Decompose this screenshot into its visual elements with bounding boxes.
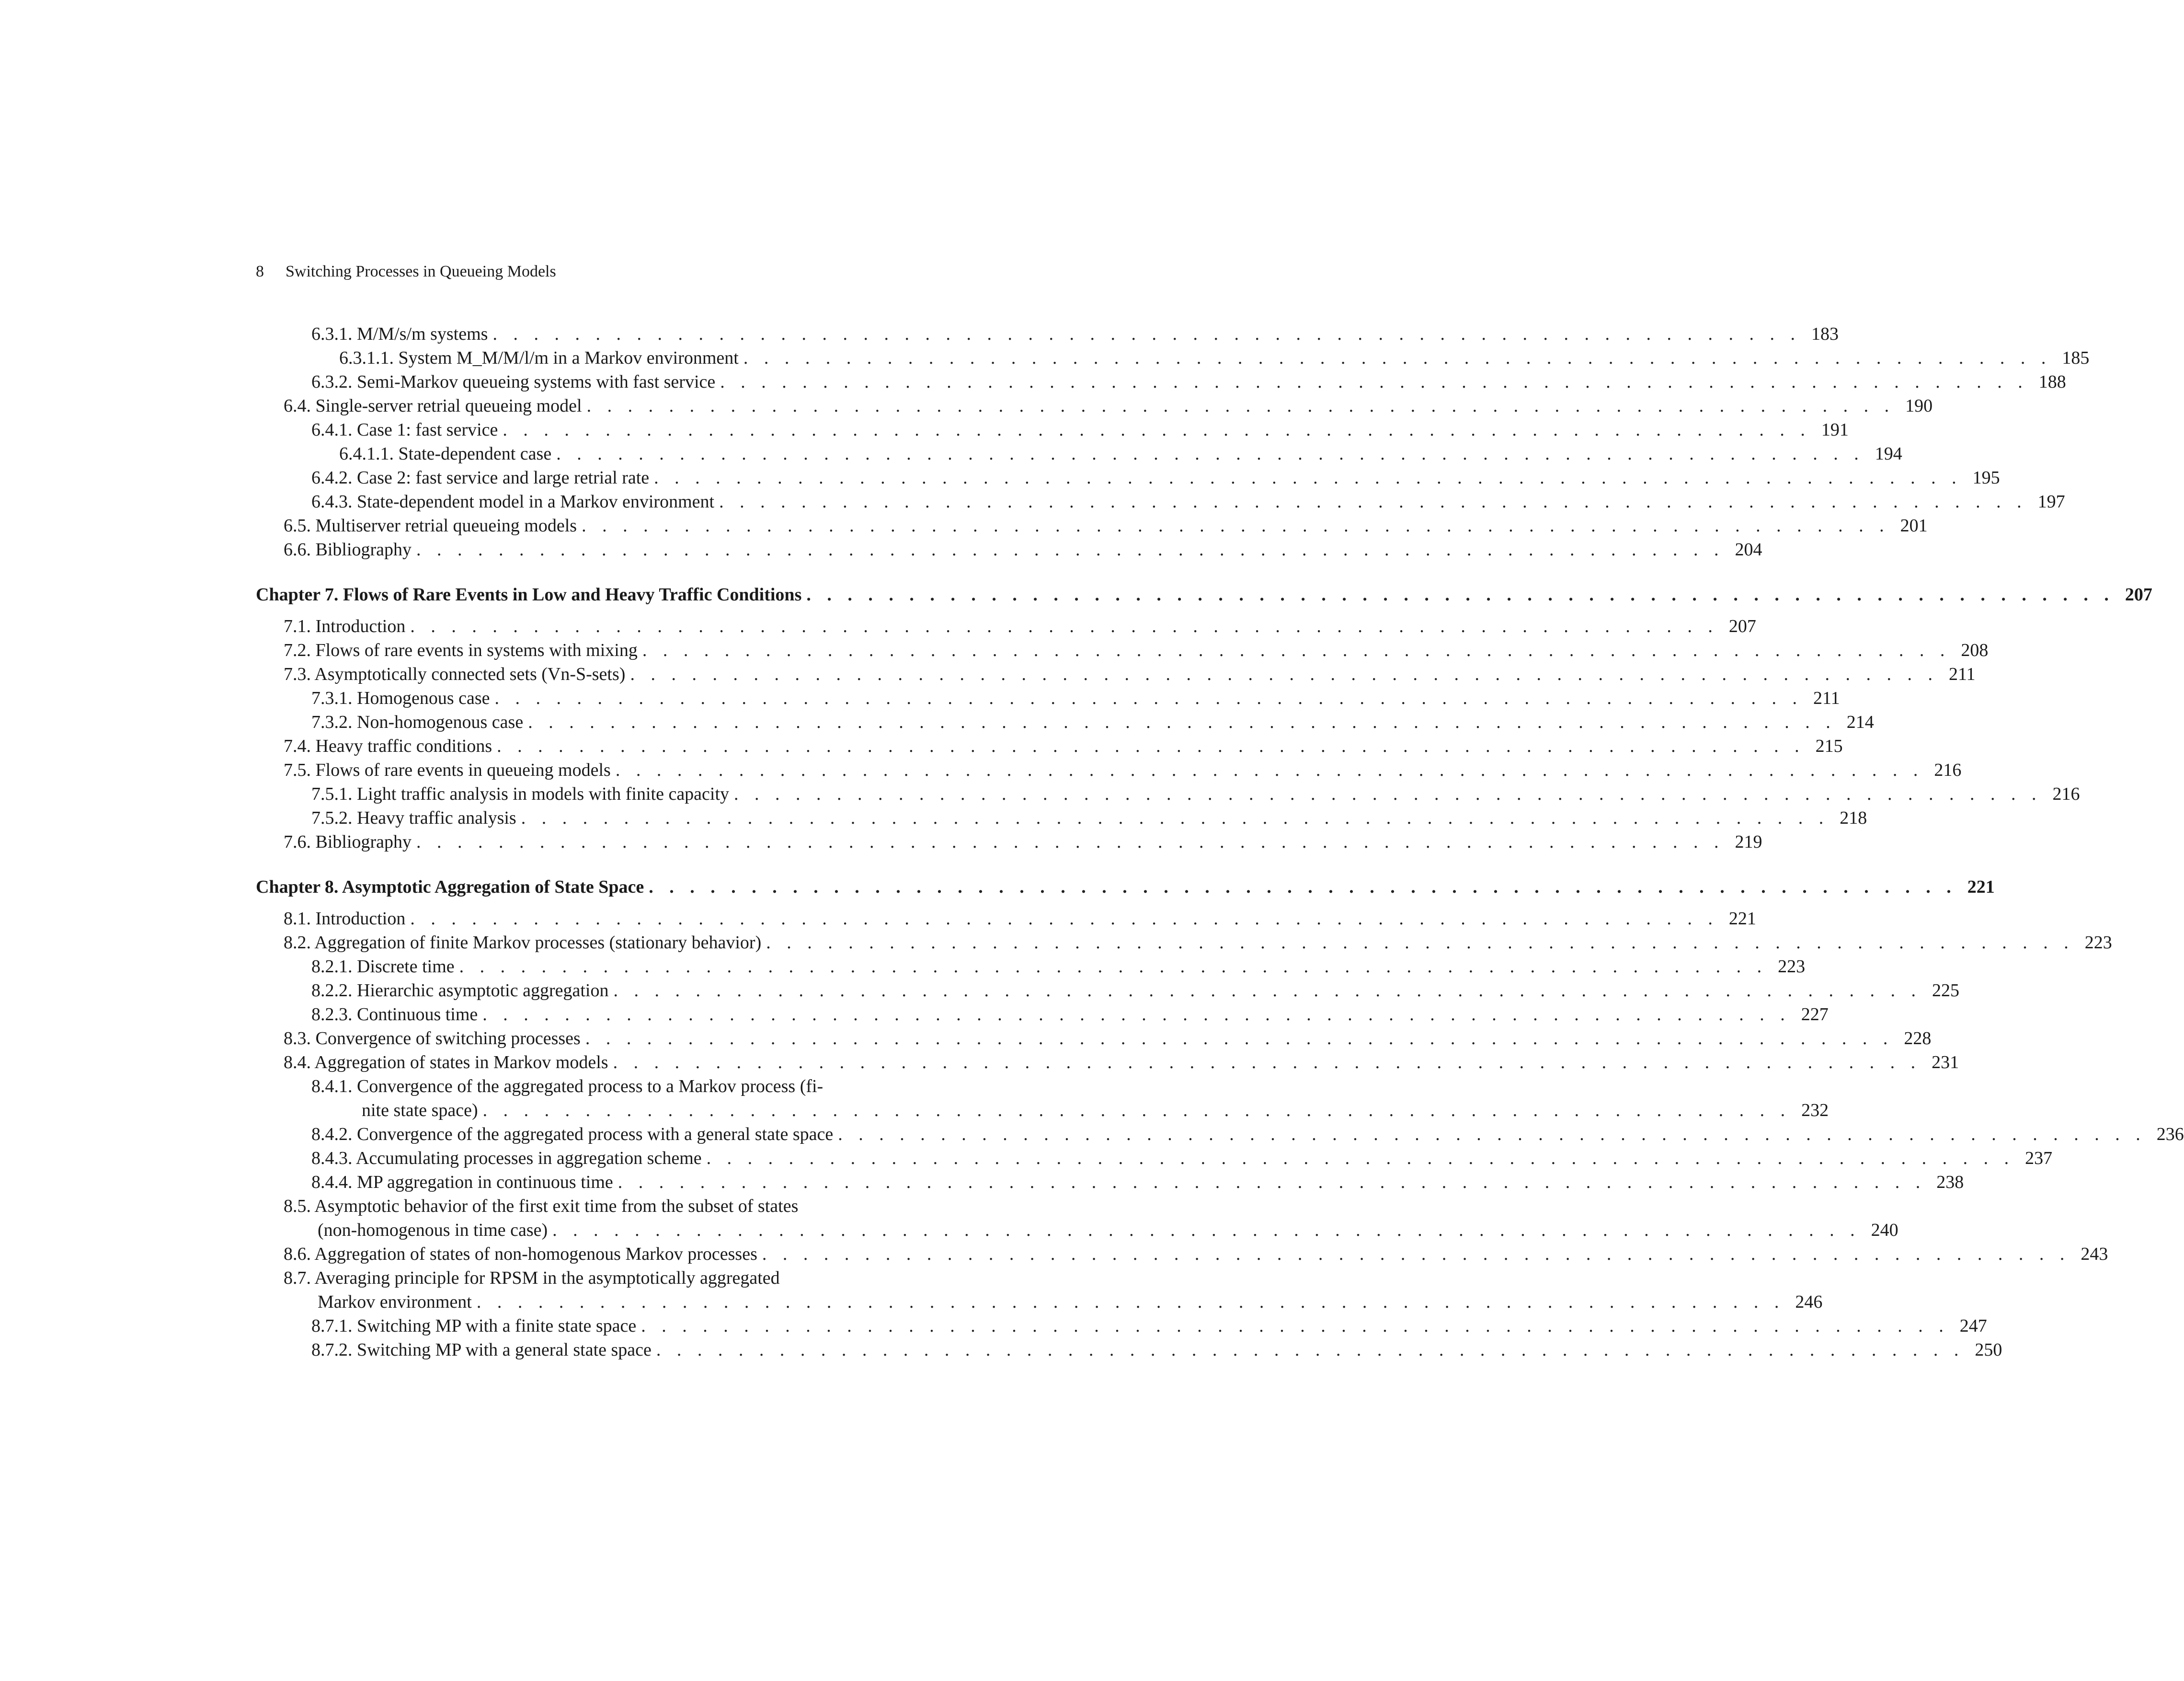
toc-page-number: 218	[1840, 808, 1867, 828]
toc-entry	[256, 1122, 2184, 1146]
leader-dots: . . . . . . . . . . . . . . . . . . . . . . . . . . . . . . . . . . . . . . . . . . . . . . . . . . . . . . . . . . . . . . . .	[719, 492, 2027, 512]
toc-entry	[256, 686, 1840, 710]
toc-entry-continuation	[256, 1290, 1823, 1314]
leader-dots: . . . . . . . . . . . . . . . . . . . . . . . . . . . . . . . . . . . . . . . . . . . . . . . . . . . . . . . . . . . . . . . .	[492, 324, 1801, 344]
toc-entry	[256, 1026, 1932, 1050]
toc-entry-title: 8.2. Aggregation of finite Markov processes (stationary behavior)	[284, 933, 762, 953]
leader-dots: . . . . . . . . . . . . . . . . . . . . . . . . . . . . . . . . . . . . . . . . . . . . . . . . . . . . . . . . . . . . . . . .	[416, 832, 1725, 852]
leader-dots: . . . . . . . . . . . . . . . . . . . . . . . . . . . . . . . . . . . . . . . . . . . . . . . . . . . . . . . . . . . . . . . .	[743, 348, 2052, 368]
toc-entry-title: 7.6. Bibliography	[284, 832, 412, 852]
toc-entry-title: 8.4.1. Convergence of the aggregated process to a Markov process (fi-	[311, 1076, 823, 1096]
toc-entry	[256, 418, 1849, 442]
leader-dots: . . . . . . . . . . . . . . . . . . . . . . . . . . . . . . . . . . . . . . . . . . . . . . . . . . . . . . . . . . . . . . . .	[497, 736, 1805, 756]
leader-dots: . . . . . . . . . . . . . . . . . . . . . . . . . . . . . . . . . . . . . . . . . . . . . . . . . . . . . . . . . . . . . . . .	[806, 585, 2115, 605]
toc-entry	[256, 322, 1839, 346]
toc-entry	[256, 1242, 2108, 1266]
toc-entry	[256, 1314, 1987, 1338]
toc-entry	[256, 538, 1762, 562]
leader-dots: . . . . . . . . . . . . . . . . . . . . . . . . . . . . . . . . . . . . . . . . . . . . . . . . . . . . . . . . . . . . . . . .	[613, 980, 1921, 1001]
toc-page-number: 204	[1735, 540, 1762, 560]
toc-page-number: 221	[1967, 877, 1995, 897]
toc-entry	[256, 1146, 2053, 1170]
leader-dots: . . . . . . . . . . . . . . . . . . . . . . . . . . . . . . . . . . . . . . . . . . . . . . . . . . . . . . . . . . . . . . . .	[641, 1316, 1949, 1336]
toc-entry	[256, 370, 2066, 394]
toc-page-number: 211	[1948, 664, 1976, 684]
toc-entry-title: 8.7.2. Switching MP with a general state space	[311, 1340, 652, 1360]
leader-dots: . . . . . . . . . . . . . . . . . . . . . . . . . . . . . . . . . . . . . . . . . . . . . . . . . . . . . . . . . . . . . . . .	[617, 1172, 1926, 1192]
leader-dots: . . . . . . . . . . . . . . . . . . . . . . . . . . . . . . . . . . . . . . . . . . . . . . . . . . . . . . . . . . . . . . . .	[642, 640, 1951, 660]
toc-entry	[256, 514, 1928, 538]
toc-chapter	[256, 875, 1995, 899]
page-number: 8	[256, 263, 264, 280]
toc-entry-title: 7.4. Heavy traffic conditions	[284, 736, 492, 756]
toc-page-number: 194	[1875, 444, 1902, 464]
book-title: Switching Processes in Queueing Models	[286, 263, 556, 280]
leader-dots: . . . . . . . . . . . . . . . . . . . . . . . . . . . . . . . . . . . . . . . . . . . . . . . . . . . . . . . . . . . . . . . .	[630, 664, 1938, 684]
leader-dots: . . . . . . . . . . . . . . . . . . . . . . . . . . . . . . . . . . . . . . . . . . . . . . . . . . . . . . . . . . . . . . . .	[582, 516, 1890, 536]
toc-page-number: 190	[1905, 396, 1933, 416]
toc-entry-title: 7.3.2. Non-homogenous case	[311, 712, 524, 732]
toc-page-number: 185	[2062, 348, 2090, 368]
toc-entry-title: 6.4.2. Case 2: fast service and large retrial rate	[311, 468, 650, 488]
toc-page-number: 221	[1728, 909, 1756, 929]
toc-entry	[256, 1050, 1959, 1074]
leader-dots: . . . . . . . . . . . . . . . . . . . . . . . . . . . . . . . . . . . . . . . . . . . . . . . . . . . . . . . . . . . . . . . .	[494, 688, 1803, 708]
toc-entry-title: 7.3. Asymptotically connected sets (Vn-S-sets)	[284, 664, 626, 684]
toc-page-number: 219	[1735, 832, 1762, 852]
toc-entry	[256, 1338, 2002, 1362]
toc-page-number: 228	[1904, 1028, 1932, 1048]
toc-page-number: 201	[1900, 516, 1928, 536]
running-header	[256, 263, 556, 281]
toc-page-number: 227	[1801, 1004, 1829, 1025]
toc-entry-title: 6.4.3. State-dependent model in a Markov environment	[311, 492, 715, 512]
toc-entry-title: 7.5. Flows of rare events in queueing models	[284, 760, 611, 780]
toc-page-number: 216	[2052, 784, 2080, 804]
leader-dots: . . . . . . . . . . . . . . . . . . . . . . . . . . . . . . . . . . . . . . . . . . . . . . . . . . . . . . . . . . . . . . . .	[720, 372, 2028, 392]
toc-page-number: 240	[1871, 1220, 1898, 1240]
leader-dots: . . . . . . . . . . . . . . . . . . . . . . . . . . . . . . . . . . . . . . . . . . . . . . . . . . . . . . . . . . . . . . . .	[459, 956, 1768, 977]
toc-entry	[256, 614, 1756, 638]
leader-dots: . . . . . . . . . . . . . . . . . . . . . . . . . . . . . . . . . . . . . . . . . . . . . . . . . . . . . . . . . . . . . . . .	[734, 784, 2042, 804]
toc-entry	[256, 1194, 936, 1218]
toc-entry-title: 8.2.2. Hierarchic asymptotic aggregation	[311, 980, 609, 1001]
toc-page-number: 246	[1795, 1292, 1823, 1312]
toc-entry	[256, 710, 1874, 734]
toc-page-number: 207	[1728, 616, 1756, 636]
toc-entry	[256, 806, 1867, 830]
toc-page-number: 223	[2084, 933, 2112, 953]
toc-entry	[256, 638, 1989, 662]
leader-dots: . . . . . . . . . . . . . . . . . . . . . . . . . . . . . . . . . . . . . . . . . . . . . . . . . . . . . . . . . . . . . . . .	[416, 540, 1725, 560]
toc-entry	[256, 931, 2112, 955]
toc-page-number: 183	[1811, 324, 1839, 344]
toc-entry	[256, 907, 1756, 931]
toc-entry	[256, 1266, 936, 1290]
leader-dots: . . . . . . . . . . . . . . . . . . . . . . . . . . . . . . . . . . . . . . . . . . . . . . . . . . . . . . . . . . . . . . . .	[476, 1292, 1785, 1312]
table-of-contents	[256, 322, 2184, 1362]
toc-entry	[256, 394, 1933, 418]
leader-dots: . . . . . . . . . . . . . . . . . . . . . . . . . . . . . . . . . . . . . . . . . . . . . . . . . . . . . . . . . . . . . . . .	[706, 1148, 2015, 1168]
toc-entry	[256, 830, 1762, 854]
leader-dots: . . . . . . . . . . . . . . . . . . . . . . . . . . . . . . . . . . . . . . . . . . . . . . . . . . . . . . . . . . . . . . . .	[586, 396, 1895, 416]
leader-dots: . . . . . . . . . . . . . . . . . . . . . . . . . . . . . . . . . . . . . . . . . . . . . . . . . . . . . . . . . . . . . . . .	[410, 616, 1718, 636]
leader-dots: . . . . . . . . . . . . . . . . . . . . . . . . . . . . . . . . . . . . . . . . . . . . . . . . . . . . . . . . . . . . . . . .	[656, 1340, 1965, 1360]
leader-dots: . . . . . . . . . . . . . . . . . . . . . . . . . . . . . . . . . . . . . . . . . . . . . . . . . . . . . . . . . . . . . . . .	[521, 808, 1830, 828]
toc-page-number: 237	[2025, 1148, 2053, 1168]
toc-page-number: 231	[1932, 1052, 1959, 1072]
toc-page-number: 191	[1821, 420, 1849, 440]
toc-entry	[256, 662, 1976, 686]
toc-entry-title: 8.4. Aggregation of states in Markov models	[284, 1052, 608, 1072]
leader-dots: . . . . . . . . . . . . . . . . . . . . . . . . . . . . . . . . . . . . . . . . . . . . . . . . . . . . . . . . . . . . . . . .	[654, 468, 1962, 488]
toc-entry-title: 8.2.3. Continuous time	[311, 1004, 478, 1025]
toc-entry-title: 6.6. Bibliography	[284, 540, 412, 560]
toc-entry-title: 7.5.1. Light traffic analysis in models with finite capacity	[311, 784, 730, 804]
toc-entry	[256, 466, 2000, 490]
leader-dots: . . . . . . . . . . . . . . . . . . . . . . . . . . . . . . . . . . . . . . . . . . . . . . . . . . . . . . . . . . . . . . . .	[528, 712, 1836, 732]
toc-entry-title: 7.2. Flows of rare events in systems with mixing	[284, 640, 638, 660]
leader-dots: . . . . . . . . . . . . . . . . . . . . . . . . . . . . . . . . . . . . . . . . . . . . . . . . . . . . . . . . . . . . . . . .	[615, 760, 1924, 780]
toc-entry-title: 8.5. Asymptotic behavior of the first exit time from the subset of states	[284, 1196, 799, 1216]
toc-entry	[256, 1002, 1829, 1026]
toc-page-number: 211	[1813, 688, 1840, 708]
toc-entry-title: 6.5. Multiserver retrial queueing models	[284, 516, 577, 536]
chapter-title: Chapter 8. Asymptotic Aggregation of State Space	[256, 877, 644, 897]
toc-entry-title: 8.4.2. Convergence of the aggregated process with a general state space	[311, 1124, 834, 1144]
toc-page-number: 207	[2125, 585, 2152, 605]
toc-entry	[256, 442, 1902, 466]
toc-entry	[256, 346, 2090, 370]
toc-entry	[256, 758, 1962, 782]
toc-entry-title: 6.3.2. Semi-Markov queueing systems with fast service	[311, 372, 716, 392]
toc-entry	[256, 734, 1843, 758]
toc-entry-title: 7.3.1. Homogenous case	[311, 688, 490, 708]
toc-entry-continuation	[256, 1218, 1898, 1242]
toc-entry-continuation	[256, 1098, 1829, 1122]
toc-entry-title-continuation: (non-homogenous in time case)	[318, 1220, 548, 1240]
toc-page-number: 250	[1975, 1340, 2002, 1360]
toc-entry-title: 6.4.1. Case 1: fast service	[311, 420, 498, 440]
toc-entry-title: 8.7.1. Switching MP with a finite state space	[311, 1316, 637, 1336]
toc-page-number: 243	[2081, 1244, 2108, 1264]
leader-dots: . . . . . . . . . . . . . . . . . . . . . . . . . . . . . . . . . . . . . . . . . . . . . . . . . . . . . . . . . . . . . . . .	[552, 1220, 1861, 1240]
toc-entry-title: 8.4.3. Accumulating processes in aggregation scheme	[311, 1148, 702, 1168]
toc-chapter	[256, 583, 2152, 607]
toc-page-number: 223	[1778, 956, 1806, 977]
toc-page-number: 195	[1972, 468, 2000, 488]
chapter-title: Chapter 7. Flows of Rare Events in Low and Heavy Traffic Conditions	[256, 585, 802, 605]
toc-page-number: 236	[2156, 1124, 2184, 1144]
toc-page-number: 247	[1959, 1316, 1987, 1336]
leader-dots: . . . . . . . . . . . . . . . . . . . . . . . . . . . . . . . . . . . . . . . . . . . . . . . . . . . . . . . . . . . . . . . .	[503, 420, 1811, 440]
toc-entry-title: 8.3. Convergence of switching processes	[284, 1028, 581, 1048]
toc-entry-title-continuation: nite state space)	[362, 1100, 478, 1120]
toc-entry-title: 6.4.1.1. State-dependent case	[339, 444, 552, 464]
toc-entry-title: 7.5.2. Heavy traffic analysis	[311, 808, 516, 828]
toc-entry-title: 8.6. Aggregation of states of non-homogenous Markov processes	[284, 1244, 757, 1264]
toc-entry	[256, 782, 2080, 806]
toc-entry-title: 8.2.1. Discrete time	[311, 956, 455, 977]
toc-entry	[256, 979, 1959, 1002]
toc-page-number: 225	[1932, 980, 1959, 1001]
toc-page-number: 214	[1846, 712, 1874, 732]
toc-page-number: 197	[2037, 492, 2065, 512]
toc-page-number: 188	[2038, 372, 2066, 392]
toc-entry	[256, 1074, 936, 1098]
leader-dots: . . . . . . . . . . . . . . . . . . . . . . . . . . . . . . . . . . . . . . . . . . . . . . . . . . . . . . . . . . . . . . . .	[649, 877, 1957, 897]
toc-entry	[256, 1170, 1964, 1194]
toc-entry	[256, 955, 1806, 979]
toc-page-number: 208	[1961, 640, 1989, 660]
toc-entry	[256, 490, 2065, 514]
leader-dots: . . . . . . . . . . . . . . . . . . . . . . . . . . . . . . . . . . . . . . . . . . . . . . . . . . . . . . . . . . . . . . . .	[613, 1052, 1921, 1072]
leader-dots: . . . . . . . . . . . . . . . . . . . . . . . . . . . . . . . . . . . . . . . . . . . . . . . . . . . . . . . . . . . . . . . .	[482, 1100, 1791, 1120]
toc-entry-title-continuation: Markov environment	[318, 1292, 472, 1312]
toc-page-number: 238	[1936, 1172, 1964, 1192]
toc-entry-title: 8.7. Averaging principle for RPSM in the asymptotically aggregated	[284, 1268, 780, 1288]
leader-dots: . . . . . . . . . . . . . . . . . . . . . . . . . . . . . . . . . . . . . . . . . . . . . . . . . . . . . . . . . . . . . . . .	[410, 909, 1718, 929]
leader-dots: . . . . . . . . . . . . . . . . . . . . . . . . . . . . . . . . . . . . . . . . . . . . . . . . . . . . . . . . . . . . . . . .	[556, 444, 1864, 464]
toc-entry-title: 6.4. Single-server retrial queueing model	[284, 396, 582, 416]
leader-dots: . . . . . . . . . . . . . . . . . . . . . . . . . . . . . . . . . . . . . . . . . . . . . . . . . . . . . . . . . . . . . . . .	[482, 1004, 1791, 1025]
toc-entry-title: 6.3.1.1. System M_M/M/l/m in a Markov environment	[339, 348, 739, 368]
leader-dots: . . . . . . . . . . . . . . . . . . . . . . . . . . . . . . . . . . . . . . . . . . . . . . . . . . . . . . . . . . . . . . . .	[585, 1028, 1894, 1048]
toc-entry-title: 7.1. Introduction	[284, 616, 406, 636]
toc-entry-title: 8.4.4. MP aggregation in continuous time	[311, 1172, 613, 1192]
toc-page-number: 215	[1815, 736, 1843, 756]
leader-dots: . . . . . . . . . . . . . . . . . . . . . . . . . . . . . . . . . . . . . . . . . . . . . . . . . . . . . . . . . . . . . . . .	[766, 933, 2074, 953]
leader-dots: . . . . . . . . . . . . . . . . . . . . . . . . . . . . . . . . . . . . . . . . . . . . . . . . . . . . . . . . . . . . . . . .	[838, 1124, 2146, 1144]
leader-dots: . . . . . . . . . . . . . . . . . . . . . . . . . . . . . . . . . . . . . . . . . . . . . . . . . . . . . . . . . . . . . . . .	[762, 1244, 2070, 1264]
toc-page-number: 232	[1801, 1100, 1829, 1120]
toc-page-number: 216	[1934, 760, 1962, 780]
toc-entry-title: 8.1. Introduction	[284, 909, 406, 929]
toc-entry-title: 6.3.1. M/M/s/m systems	[311, 324, 488, 344]
